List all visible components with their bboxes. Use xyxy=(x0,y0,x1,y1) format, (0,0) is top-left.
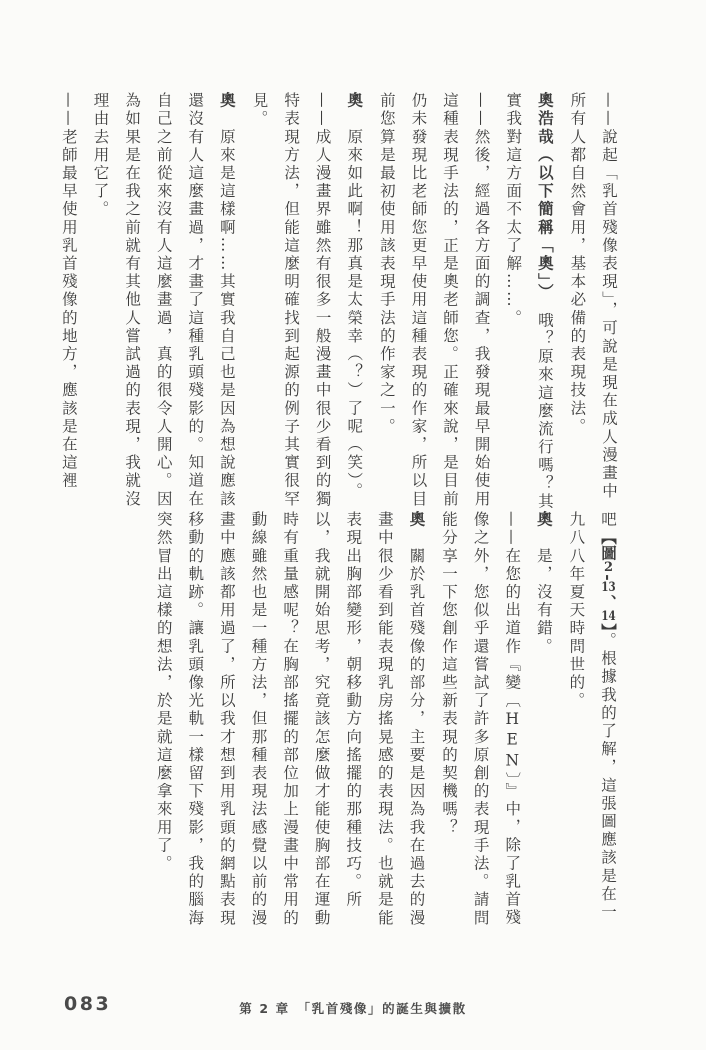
text-run: ——在您的出道作『變〔HEN〕』中，除了乳首殘像之外，您似乎還嘗試了許多原創的表現手法。請問能分享一下您創作這些新表現的契機嗎？ xyxy=(440,511,522,928)
figure-number: 14 xyxy=(601,610,616,624)
paragraph xyxy=(243,92,338,512)
page-number: 083 xyxy=(64,993,112,1015)
paragraph xyxy=(52,92,84,512)
text-run: ——成人漫畫界雖然有很多一般漫畫中很少看到的獨特表現方法，但能這麼明確找到起源的例子其實很罕見。 xyxy=(250,92,332,509)
speaker-or-figure-ref: 奧 xyxy=(407,511,427,530)
text-run: 原來是這樣啊……其實我自己也是因為想說應該還沒有人這麼畫過，才畫了這種乳頭殘影的。知道在自己之前從來沒有人這麼畫過，真的很令人開心。因為如果是在我之前就有其他人嘗試過的表現，我就沒理由去用它了。 xyxy=(91,92,236,509)
paragraph xyxy=(147,511,432,931)
latin-upright: HEN xyxy=(503,710,522,772)
text-run: 關於乳首殘像的部分，主要是因為我在過去的漫畫中很少看到能表現乳房搖晃感的表現法。也就是能表現出胸部變形，朝移動方向搖擺的那種技巧。所以，我就開始思考，究竟該怎麼做才能使胸部在運動時有重量感呢？在胸部搖擺的部位加上漫畫中常用的動線雖然也是一種方法，但那種表現法感覺以前的漫畫中應該都用過了，所以我才想到用乳頭的網點表現移動的軌跡。讓乳頭像光軌一樣留下殘影，我的腦海突然冒出這樣的想法，於是就這麼拿來用了。 xyxy=(154,511,426,928)
interview-text-block-bottom xyxy=(44,511,624,931)
paragraph xyxy=(497,92,561,512)
paragraph xyxy=(561,92,624,512)
figure-number: 2 xyxy=(603,561,614,575)
paragraph xyxy=(527,511,560,931)
text-run: 哦？原來這麼流行嗎？其實我對這方面不太了解……。 xyxy=(504,92,554,511)
interview-text-block-top xyxy=(44,92,624,512)
text-run: ——說起「乳首殘像表現」，可說是現在成人漫畫中所有人都自然會用，基本必備的表現技法。 xyxy=(568,92,618,501)
text-run: ——老師最早使用乳首殘像的地方，應該是在這裡 xyxy=(59,92,78,491)
speaker-or-figure-ref: 【圖2-13、14】 xyxy=(599,529,618,632)
speaker-or-figure-ref: 奧 xyxy=(345,92,365,111)
text-run: 原來如此啊！那真是太榮幸（？）了呢（笑）。 xyxy=(345,110,364,501)
paragraph xyxy=(432,511,527,931)
text-run: 。根據我的了解，這張圖應該是在一九八八年夏天時問世的。 xyxy=(567,511,617,922)
paragraph xyxy=(370,92,496,512)
paragraph xyxy=(338,92,371,512)
paragraph xyxy=(84,92,243,512)
text-run: 吧 xyxy=(599,511,617,530)
paragraph xyxy=(560,511,624,931)
figure-number: 13 xyxy=(601,581,616,595)
text-run: 是，沒有錯。 xyxy=(534,529,553,656)
speaker-or-figure-ref: 奧 xyxy=(534,511,554,530)
speaker-or-figure-ref: 奧 xyxy=(217,92,237,111)
speaker-or-figure-ref: 奧浩哉（以下簡稱「奧」） xyxy=(535,92,555,294)
chapter-running-footer: 第 2 章 「乳首殘像」的誕生與擴散 xyxy=(239,1001,467,1016)
text-run: ——然後，經過各方面的調查，我發現最早開始使用這種表現手法的，正是奧老師您。正確來說，是目前仍未發現比老師您更早使用這種表現的作家，所以目前您算是最初使用該表現手法的作家之一。 xyxy=(377,92,491,509)
